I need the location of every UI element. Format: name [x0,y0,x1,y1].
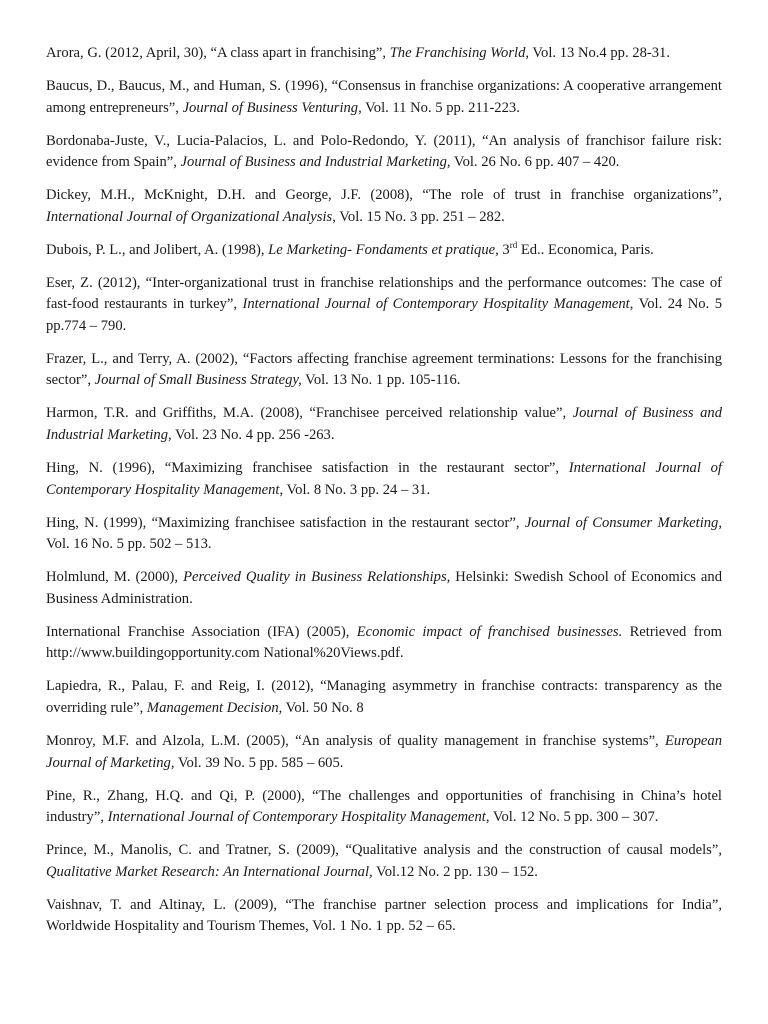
reference-text: Hing, N. (1996), “Maximizing franchisee satisfaction in the restaurant sector”, [46,460,569,477]
reference-details: , Vol. 24 No. 5 pp.774 – 790. [46,296,723,334]
reference-text: Arora, G. (2012, April, 30), “A class apart in franchising”, [46,45,390,61]
reference-source-title: Economic impact of franchised businesses. [356,623,623,640]
reference-text: Monroy, M.F. and Alzola, L.M. (2005), “An analysis of quality management in franchise systems”, [46,732,665,749]
reference-frazer [46,349,722,392]
reference-holmlund [46,567,722,610]
reference-baucus [46,76,722,119]
reference-text: Pine, R., Zhang, H.Q. and Qi, P. (2000), “The challenges and opportunities of franchising in China’s hotel industry”, [46,787,722,826]
reference-details: Vol. 39 No. 5 pp. 585 – 605. [174,754,344,771]
reference-eser [46,273,722,338]
reference-arora [46,43,722,65]
reference-ifa [46,622,722,665]
reference-details: , Vol. 12 No. 5 pp. 300 – 307. [485,809,659,826]
reference-text: Lapiedra, R., Palau, F. and Reig, I. (2012), “Managing asymmetry in franchise contracts: transparency as the overriding rule”, [46,678,722,716]
reference-details: 3 [498,241,510,258]
reference-text: Holmlund, M. (2000), [46,569,184,586]
reference-text: Vaishnav, T. and Altinay, L. (2009), “The franchise partner selection process and implications for India”, [46,896,722,913]
reference-details: Vol. 13 No.4 pp. 28-31. [529,45,670,61]
reference-source-title: Management Decision [146,699,279,716]
reference-source-title: Journal of Business Venturing, [182,99,362,116]
reference-dickey [46,185,722,228]
reference-publisher: Ed.. Economica, Paris. [517,241,654,258]
ordinal-superscript: rd [509,239,518,250]
reference-details: Vol.12 No. 2 pp. 130 – 152. [372,863,538,880]
reference-text: International Franchise Association (IFA) (2005), [46,623,357,640]
reference-details: , Vol. 50 No. 8 [278,699,364,716]
reference-source-title: Perceived Quality in Business Relationships, [183,569,451,586]
reference-details: Worldwide Hospitality and Tourism Themes, Vol. 1 No. 1 pp. 52 – 65. [46,918,456,935]
reference-details: , Vol. 8 No. 3 pp. 24 – 31. [279,481,431,498]
reference-dubois [46,240,722,262]
reference-prince [46,840,722,883]
reference-hing-1999 [46,513,722,556]
reference-source-title: International Journal of Organizational Analysis [46,208,333,225]
reference-bordonaba [46,131,722,174]
reference-text: Prince, M., Manolis, C. and Tratner, S. (2009), “Qualitative analysis and the construction of causal models”, [46,842,722,859]
reference-list [46,43,722,949]
reference-details: Vol. 13 No. 1 pp. 105-116. [301,372,461,389]
reference-source-title: Journal of Consumer Marketing [524,514,719,531]
reference-source-title: The Franchising World, [389,45,530,61]
reference-text: Hing, N. (1999), “Maximizing franchisee satisfaction in the restaurant sector”, [46,514,525,531]
reference-text: Frazer, L., and Terry, A. (2002), “Factors affecting franchise agreement terminations: Lessons for the franchising sector”, [46,350,722,389]
reference-source-title: International Journal of Contemporary Hospitality Management [107,809,486,826]
reference-lapiedra [46,676,722,719]
reference-pine [46,786,722,829]
reference-monroy [46,731,722,774]
reference-text: Bordonaba-Juste, V., Lucia-Palacios, L. and Polo-Redondo, Y. (2011), “An analysis of franchisor failure risk: evidence from Spain” [46,132,722,171]
reference-source-title: Le Marketing- Fondaments et pratique, [268,241,499,258]
reference-harmon [46,403,722,446]
reference-source-title: European Journal of Marketing, [46,732,722,771]
reference-text: Dickey, M.H., McKnight, D.H. and George, J.F. (2008), “The role of trust in franchise organizations”, [46,187,722,204]
reference-details: Vol. 26 No. 6 pp. 407 – 420. [450,154,620,171]
reference-vaishnav [46,895,722,938]
reference-text: Baucus, D., Baucus, M., and Human, S. (1996), “Consensus in franchise organizations: A cooperative arrangement among entrepreneurs”, [46,77,722,116]
reference-hing-1996 [46,458,722,501]
reference-details: , Vol. 16 No. 5 pp. 502 – 513. [46,514,722,553]
reference-source-title: International Journal of Contemporary Hospitality Management [46,460,722,498]
reference-details: Helsinki: Swedish School of Economics and Business Administration. [46,569,722,607]
reference-source-title: International Journal of Contemporary Hospitality Management [242,296,630,313]
reference-source-title: Journal of Business and Industrial Marketing [46,405,722,444]
reference-source-title: Qualitative Market Research: An International Journal, [46,863,373,880]
reference-text: Eser, Z. (2012), “Inter-organizational trust in franchise relationships and the performance outcomes: The case of fast-food restaurants in turkey”, [46,274,722,313]
reference-details: Vol. 11 No. 5 pp. 211-223. [361,99,520,116]
reference-text: Harmon, T.R. and Griffiths, M.A. (2008), “Franchisee perceived relationship value”, [46,405,573,422]
reference-text: Dubois, P. L., and Jolibert, A. (1998), [46,241,269,258]
reference-details: , Vol. 15 No. 3 pp. 251 – 282. [332,208,505,225]
reference-details: , Vol. 23 No. 4 pp. 256 -263. [168,427,335,444]
reference-source-title: Journal of Small Business Strategy, [94,372,302,389]
reference-source-title: , Journal of Business and Industrial Marketing, [173,154,451,171]
reference-details: Retrieved from http://www.buildingopportunity.com National%20Views.pdf. [46,623,722,662]
